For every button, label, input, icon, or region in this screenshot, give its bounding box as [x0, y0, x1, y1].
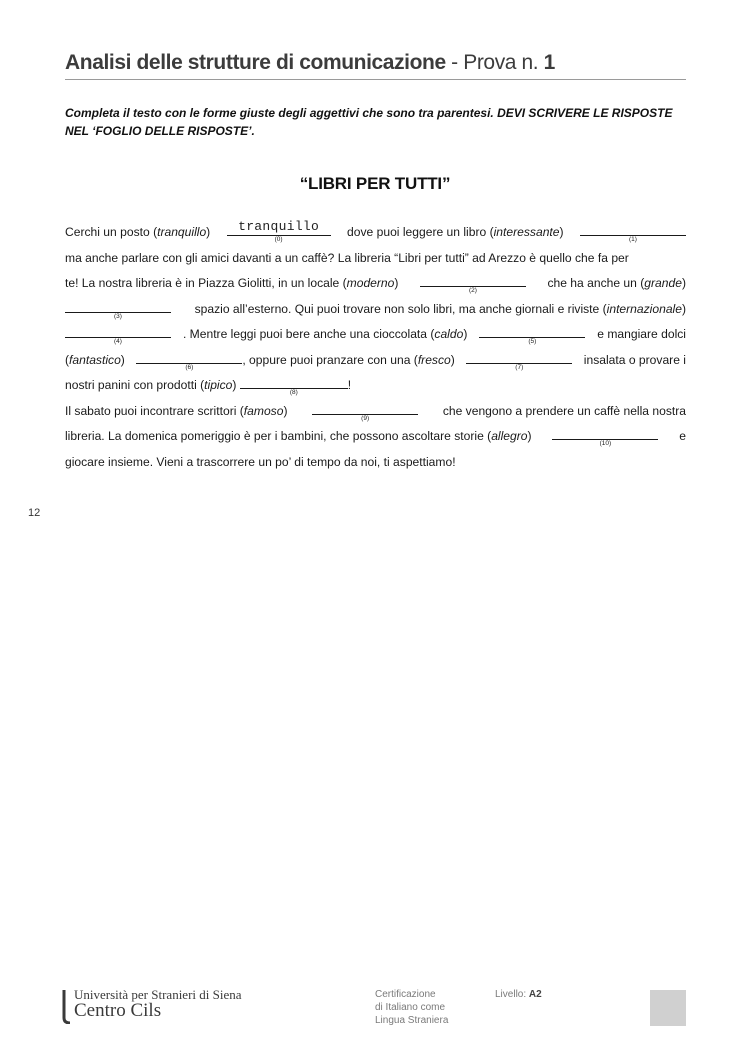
adjective-hint: internazionale [606, 301, 682, 316]
level-label: Livello: [495, 989, 529, 1000]
exercise-text [65, 220, 686, 475]
answer-blank-4[interactable] [65, 323, 171, 345]
text-line: (fantastico) (6) , oppure puoi pranzare con una (fresco) (7) insalata o provare i [65, 348, 686, 374]
text-line: ma anche parlare con gli amici davanti a un caffè? La libreria “Libri per tutti” ad Arezzo è quello che fa per [65, 250, 629, 265]
adjective-hint: tipico [204, 378, 233, 392]
answer-blank-9[interactable] [312, 400, 418, 422]
level-indicator [495, 988, 542, 1001]
level-value: A2 [528, 989, 542, 1000]
logo-mark-icon [62, 990, 70, 1024]
adjective-hint: fresco [417, 352, 451, 367]
blank-number: (0) [274, 236, 283, 243]
blank-number: (3) [114, 312, 122, 320]
answer-blank-0[interactable] [227, 219, 331, 243]
cert-line: Certificazione [375, 989, 436, 1000]
blank-number: (10) [599, 440, 612, 447]
text-line: Cerchi un posto (tranquillo) tranquillo (0) dove puoi leggere un libro (interessante) (1) [65, 220, 686, 246]
centre-name: Centro Cils [74, 1000, 162, 1021]
text-line: Il sabato puoi incontrare scrittori (famoso) (9) che vengono a prendere un caffè nella nostra [65, 399, 686, 425]
blank-number: (6) [185, 363, 194, 371]
footer-gray-box [650, 990, 686, 1026]
blank-number: (2) [468, 287, 477, 294]
answer-blank-2[interactable] [420, 272, 526, 294]
adjective-hint: tranquillo [157, 225, 207, 239]
title-bold: Analisi delle strutture di comunicazione [65, 51, 446, 74]
blank-number: (8) [289, 389, 298, 396]
adjective-hint: interessante [493, 225, 560, 239]
cert-line: Lingua Straniera [375, 1015, 449, 1026]
text-line: (3) spazio all’esterno. Qui puoi trovare non solo libri, ma anche giornali e riviste (internazionale) [65, 297, 686, 323]
adjective-hint: grande [644, 276, 682, 290]
title-number: 1 [543, 51, 555, 74]
page-title [65, 49, 555, 77]
answer-blank-1[interactable] [580, 221, 686, 243]
instructions: Completa il testo con le forme giuste degli aggettivi che sono tra parentesi. DEVI SCRIVERE LE RISPOSTE NEL ‘FOGLIO DELLE RISPOSTE’. [65, 106, 673, 138]
blank-number: (1) [628, 236, 637, 243]
adjective-hint: moderno [346, 276, 395, 290]
title-light: - Prova n. [445, 51, 544, 74]
answer-blank-8[interactable] [240, 374, 348, 396]
text-line: libreria. La domenica pomeriggio è per i bambini, che possono ascoltare storie (allegro) (10) e [65, 424, 686, 450]
certification-label [375, 988, 448, 1027]
page-number: 12 [28, 507, 41, 519]
answer-blank-5[interactable] [479, 323, 585, 345]
blank-number: (5) [528, 338, 537, 345]
university-logo [62, 986, 272, 1026]
blank-number: (4) [114, 338, 122, 345]
text-line: (4) . Mentre leggi puoi bere anche una cioccolata (caldo) (5) e mangiare dolci [65, 322, 686, 348]
answer-blank-7[interactable] [466, 349, 572, 371]
text-line: giocare insieme. Vieni a trascorrere un po’ di tempo da noi, ti aspettiamo! [65, 454, 456, 469]
university-name: Università per Stranieri di Siena [74, 987, 242, 1002]
adjective-hint: caldo [434, 327, 464, 341]
text-line: te! La nostra libreria è in Piazza Giolitti, in un locale (moderno) (2) che ha anche un (grande) [65, 271, 686, 297]
text-line: nostri panini con prodotti (tipico) (8) ! [65, 373, 686, 399]
adjective-hint: allegro [491, 429, 528, 443]
answer-blank-6[interactable] [136, 349, 242, 371]
example-answer: tranquillo [238, 219, 320, 234]
blank-number: (7) [515, 363, 524, 371]
answer-blank-10[interactable] [552, 425, 658, 447]
adjective-hint: famoso [243, 403, 284, 418]
adjective-hint: fantastico [69, 352, 121, 367]
blank-number: (9) [361, 414, 370, 422]
cert-line: di Italiano come [375, 1002, 446, 1013]
answer-blank-3[interactable] [65, 298, 171, 320]
page-header [65, 49, 686, 80]
exercise-title: “LIBRI PER TUTTI” [299, 174, 451, 193]
